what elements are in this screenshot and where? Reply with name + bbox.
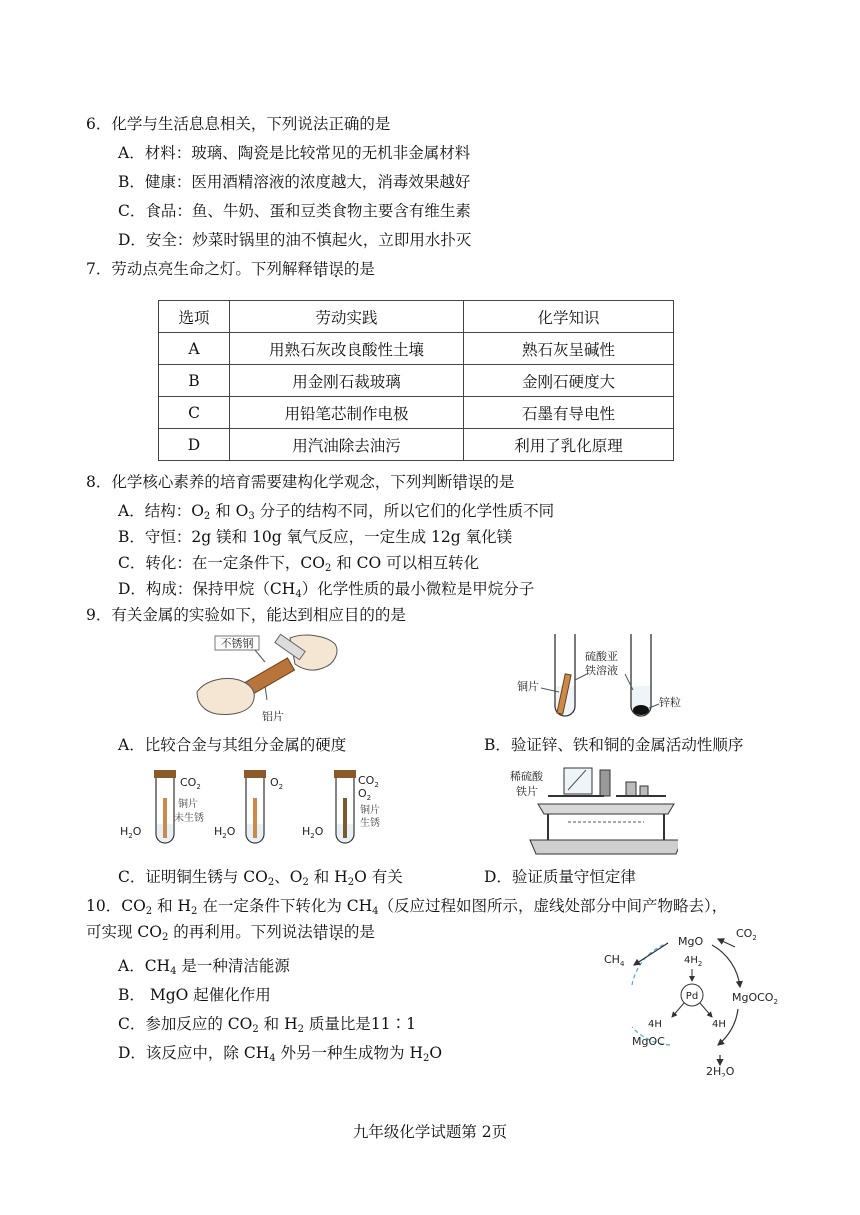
subscript: 2 <box>145 906 153 917</box>
label-ferrous-sulfate-2: 铁溶液 <box>585 664 618 677</box>
text: 和 H <box>258 1015 298 1033</box>
q9-stem: 9．有关金属的实验如下，能达到相应目的的是 <box>86 606 406 624</box>
text: 和 O <box>210 502 249 520</box>
leader-line <box>265 686 267 700</box>
table-row <box>159 429 674 461</box>
arrow-to-ch4 <box>634 943 668 965</box>
table-header: 化学知识 <box>464 301 674 333</box>
q6-option-c: C．食品：鱼、牛奶、蛋和豆类食物主要含有维生素 <box>118 202 471 220</box>
page-footer: 九年级化学试题第 2页 <box>352 1123 508 1141</box>
text: 的是 <box>343 923 375 941</box>
text: 和 H <box>152 897 192 915</box>
q10-stem-line1 <box>86 896 727 916</box>
q7-stem <box>86 259 375 279</box>
q8-stem <box>86 472 514 492</box>
table-row <box>159 333 674 365</box>
left-hand-icon <box>197 679 254 715</box>
balance-base <box>530 840 678 854</box>
subscript: 4 <box>295 589 302 600</box>
label-not-rusted: 未生锈 <box>174 813 204 824</box>
table-row <box>159 397 674 429</box>
label-copper: 铜片 <box>178 799 198 810</box>
text: C．证明铜生锈与 CO <box>118 868 268 886</box>
q10-emphasis-1: 错 <box>312 923 329 941</box>
text: 、O <box>274 868 303 886</box>
q8-emphasis-1: 错 <box>452 473 468 491</box>
label-dilute-sulfuric-acid: 稀硫酸 <box>510 770 543 783</box>
q9-caption-d: D．验证质量守恒定律 <box>484 868 636 886</box>
q8-stem-post: 的是 <box>483 473 515 491</box>
label-co2: $CO_2$ <box>180 776 201 791</box>
q8-stem-pre: 8．化学核心素养的培育需要建构化学观念，下列判断 <box>86 473 453 491</box>
table-cell: B <box>159 365 230 397</box>
text: 10．CO <box>86 897 146 915</box>
label-zinc: 锌粒 <box>659 696 681 709</box>
label-stainless-steel: 不锈钢 <box>220 637 254 650</box>
subscript: 2 <box>252 1024 259 1035</box>
text: 质量比是11∶1 <box>303 1015 416 1033</box>
text: O 有关 <box>354 868 403 886</box>
q8-emphasis-2: 误 <box>467 473 484 491</box>
text: C．参加反应的 CO <box>118 1015 253 1033</box>
q7-emphasis-2: 误 <box>328 260 344 278</box>
subscript: 2 <box>203 511 211 522</box>
text: 的再利用。下列说法 <box>168 923 313 941</box>
label-rusted: 生锈 <box>360 818 380 829</box>
text: A．结构：O <box>118 502 204 520</box>
leader-line <box>575 674 587 680</box>
q6-option-b: B．健康：医用酒精溶液的浓度越大，消毒效果越好 <box>118 173 471 191</box>
subscript: 2 <box>302 877 309 888</box>
text: 和 CO 可以相互转化 <box>331 554 480 572</box>
text: （反应过程如图所示，虚线处部分中间产物略去）， <box>378 897 728 915</box>
label-water: $H_2O$ <box>120 825 142 840</box>
q7-stem-post: 的是 <box>343 260 375 278</box>
label-water: $H_2O$ <box>302 825 324 840</box>
q10-reaction-cycle-diagram <box>600 925 790 1077</box>
arrow-pd-left <box>672 1003 684 1017</box>
q10-stem-line2 <box>86 922 375 942</box>
label-ferrous-sulfate-1: 硫酸亚 <box>585 650 618 663</box>
q8-option-a <box>118 501 554 521</box>
label-pd: Pd <box>685 991 699 1002</box>
label-o2: $O_2$ <box>270 776 284 791</box>
balance-legs <box>548 814 664 840</box>
table-row <box>159 365 674 397</box>
text: O <box>429 1044 443 1062</box>
table-cell: 金刚石硬度大 <box>464 365 674 397</box>
arc-dashed-left <box>632 943 668 985</box>
subscript: 4 <box>269 1053 276 1064</box>
subscript: 2 <box>347 877 355 888</box>
text: A．CH <box>118 957 171 975</box>
label-4h-left: 4H <box>648 1019 662 1030</box>
q6-option-d: D．安全：炒菜时锅里的油不慎起火，立即用水扑灭 <box>118 231 472 249</box>
text: ）化学性质的最小微粒是甲烷分子 <box>301 580 535 598</box>
q9-caption-c <box>118 867 403 887</box>
table-cell: 用铅笔芯制作电极 <box>230 397 464 429</box>
weight <box>626 782 636 796</box>
q9-caption-a: A．比较合金与其组分金属的硬度 <box>118 736 347 754</box>
text: 外另一种生成物为 H <box>275 1044 423 1062</box>
label-aluminum: 铝片 <box>262 710 284 723</box>
q10-option-b: B． MgO 起催化作用 <box>118 986 271 1004</box>
table-header: 选项 <box>159 301 230 333</box>
label-copper: 铜片 <box>517 680 539 693</box>
q8-option-d <box>118 579 534 599</box>
rusted-copper-strip <box>343 798 347 838</box>
text: 和 H <box>308 868 348 886</box>
label-mgo: MgO <box>678 935 704 948</box>
text: C．转化：在一定条件下，CO <box>118 554 325 572</box>
label-mgoco2: MgOCO$_2$ <box>732 991 778 1006</box>
arc-mgo-to-mgoco2 <box>712 945 740 987</box>
stopper <box>154 770 176 778</box>
q10-option-a <box>118 956 290 976</box>
subscript: 2 <box>422 1053 430 1064</box>
q10-option-c <box>118 1014 416 1034</box>
text: D．构成：保持甲烷（CH <box>118 580 296 598</box>
subscript: 4 <box>372 906 379 917</box>
q7-stem-pre: 7．劳动点亮生命之灯。下列解释 <box>86 260 313 278</box>
q7-table <box>158 300 674 461</box>
table-cell: 用金刚石裁玻璃 <box>230 365 464 397</box>
figure-b-test-tubes <box>515 630 695 725</box>
table-cell: A <box>159 333 230 365</box>
copper-strip <box>163 798 167 838</box>
label-water: $H_2O$ <box>214 825 236 840</box>
subscript: 3 <box>248 511 255 522</box>
q8-option-b: B．守恒：2g 镁和 10g 氧气反应，一定生成 12g 氧化镁 <box>118 528 513 546</box>
subscript: 2 <box>162 932 169 943</box>
label-co2: $CO_2$ <box>736 927 757 942</box>
figure-c-rusting-tubes <box>118 768 388 850</box>
q7-emphasis-1: 错 <box>312 260 329 278</box>
table-header: 劳动实践 <box>230 301 464 333</box>
stopper <box>334 770 356 778</box>
table-cell: C <box>159 397 230 429</box>
leader-line <box>625 674 633 690</box>
q8-option-c <box>118 553 479 573</box>
label-copper: 铜片 <box>360 805 380 816</box>
balance-pointer <box>600 770 610 796</box>
label-2h2o: $2H_2O$ <box>706 1065 735 1077</box>
text: 分子的结构不同，所以它们的化学性质不同 <box>254 502 555 520</box>
stopper <box>244 770 266 778</box>
q6-stem: 6．化学与生活息息相关，下列说法正确的是 <box>86 115 391 133</box>
label-ch4: $CH_4$ <box>604 953 625 968</box>
table-cell: D <box>159 429 230 461</box>
table-cell: 利用了乳化原理 <box>464 429 674 461</box>
figure-a-scratch-test <box>195 630 345 725</box>
label-4h-right: 4H <box>712 1019 726 1030</box>
label-4h2: $4H_2$ <box>684 955 703 968</box>
table-cell: 用汽油除去油污 <box>230 429 464 461</box>
arrow-pd-right <box>700 1003 712 1017</box>
subscript: 2 <box>267 877 275 888</box>
text: 是一种清洁能源 <box>176 957 290 975</box>
balance-beam <box>538 804 674 814</box>
text: 在一定条件下转化为 CH <box>197 897 373 915</box>
copper-strip <box>253 798 257 838</box>
subscript: 4 <box>170 966 177 977</box>
q10-emphasis-2: 误 <box>328 923 344 941</box>
arrow-co2-in <box>718 939 735 947</box>
table-cell: 石墨有导电性 <box>464 397 674 429</box>
label-co2: $CO_2$ <box>358 774 379 789</box>
table-cell: 用熟石灰改良酸性土壤 <box>230 333 464 365</box>
subscript: 2 <box>297 1024 304 1035</box>
text: D．该反应中，除 CH <box>118 1044 270 1062</box>
zinc-granules <box>633 705 649 715</box>
q10-option-d <box>118 1043 442 1063</box>
subscript: 2 <box>191 906 198 917</box>
label-iron-sheet: 铁片 <box>516 785 538 798</box>
q6-option-a: A．材料：玻璃、陶瓷是比较常见的无机非金属材料 <box>118 144 471 162</box>
table-cell: 熟石灰呈碱性 <box>464 333 674 365</box>
weight <box>640 786 648 796</box>
q9-caption-b: B．验证锌、铁和铜的金属活动性顺序 <box>484 736 744 754</box>
figure-d-balance <box>508 762 678 858</box>
subscript: 2 <box>324 563 332 574</box>
label-mgoc: MgOC <box>632 1035 665 1048</box>
text: 可实现 CO <box>86 923 162 941</box>
table-header-row <box>159 301 674 333</box>
leader-line <box>255 650 265 662</box>
label-o2: $O_2$ <box>358 787 372 802</box>
